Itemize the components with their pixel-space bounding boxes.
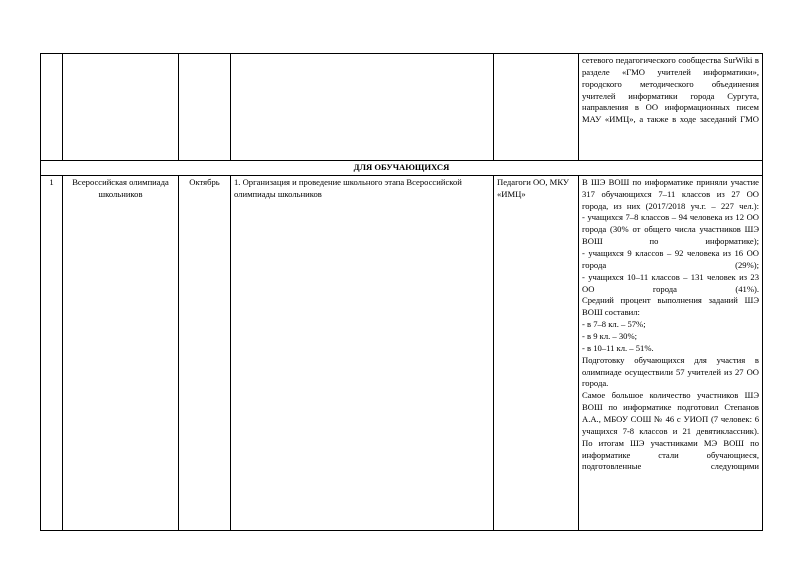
result-paragraph: - в 7–8 кл. – 57%; [582, 319, 646, 330]
cell-event-content: 1. Организация и проведение школьного этапа Всероссийской олимпиады школьников [231, 175, 494, 530]
table-row-data [41, 175, 763, 530]
cell-row-number: 1 [41, 175, 63, 530]
result-paragraph: Средний процент выполнения заданий ШЭ ВОШ составил: [582, 295, 759, 318]
result-paragraph: - в 9 кл. – 30%; [582, 331, 638, 342]
cell-date-empty [179, 54, 231, 161]
cell-num-empty [41, 54, 63, 161]
result-paragraph: - в 10–11 кл. – 51%. [582, 342, 654, 353]
result-paragraph: сетевого педагогического сообщества SurWiki в разделе «ГМО учителей информатики», городского методического объединения учителей информатики города Сургута, направления в ОО информационных писем МАУ «ИМЦ», а также в ходе заседаний ГМО [582, 55, 759, 125]
result-paragraph: - учащихся 10–11 классов – 131 человек из 23 ОО города (41%). [582, 271, 759, 294]
cell-content-empty [231, 54, 494, 161]
cell-event-date: Октябрь [179, 175, 231, 530]
section-heading-cell: ДЛЯ ОБУЧАЮЩИХСЯ [41, 161, 763, 176]
result-paragraph: В ШЭ ВОШ по информатике приняли участие 317 обучающихся 7–11 классов из 27 ОО города, из них (2017/2018 уч.г. – 227 чел.): [582, 176, 759, 211]
result-paragraph: Самое большое количество участников ШЭ ВОШ по информатике подготовил Степанов А.А., МБОУ СОШ № 46 с УИОП (7 человек: 6 учащихся 7-8 классов и 21 девятиклассник). [582, 390, 759, 436]
report-table [40, 53, 763, 531]
result-paragraph: - учащихся 7–8 классов – 94 человека из 12 ОО города (30% от общего числа участников ШЭ ВОШ по информатике); [582, 212, 759, 247]
result-paragraph: По итогам ШЭ участниками МЭ ВОШ по информатике стали обучающиеся, подготовленные следующими [582, 437, 759, 472]
table-row-section-heading [41, 161, 763, 176]
cell-responsible-empty [494, 54, 579, 161]
result-paragraph: Подготовку обучающихся для участия в олимпиаде осуществили 57 учителей из 27 ОО города. [582, 354, 759, 389]
cell-responsible: Педагоги ОО, МКУ «ИМЦ» [494, 175, 579, 530]
table-row-continuation [41, 54, 763, 161]
cell-result-data [579, 175, 763, 530]
cell-name-empty [63, 54, 179, 161]
cell-result-continuation [579, 54, 763, 161]
cell-event-name: Всероссийская олимпиада школьников [63, 175, 179, 530]
result-paragraph: - учащихся 9 классов – 92 человека из 16 ОО города (29%); [582, 248, 759, 270]
